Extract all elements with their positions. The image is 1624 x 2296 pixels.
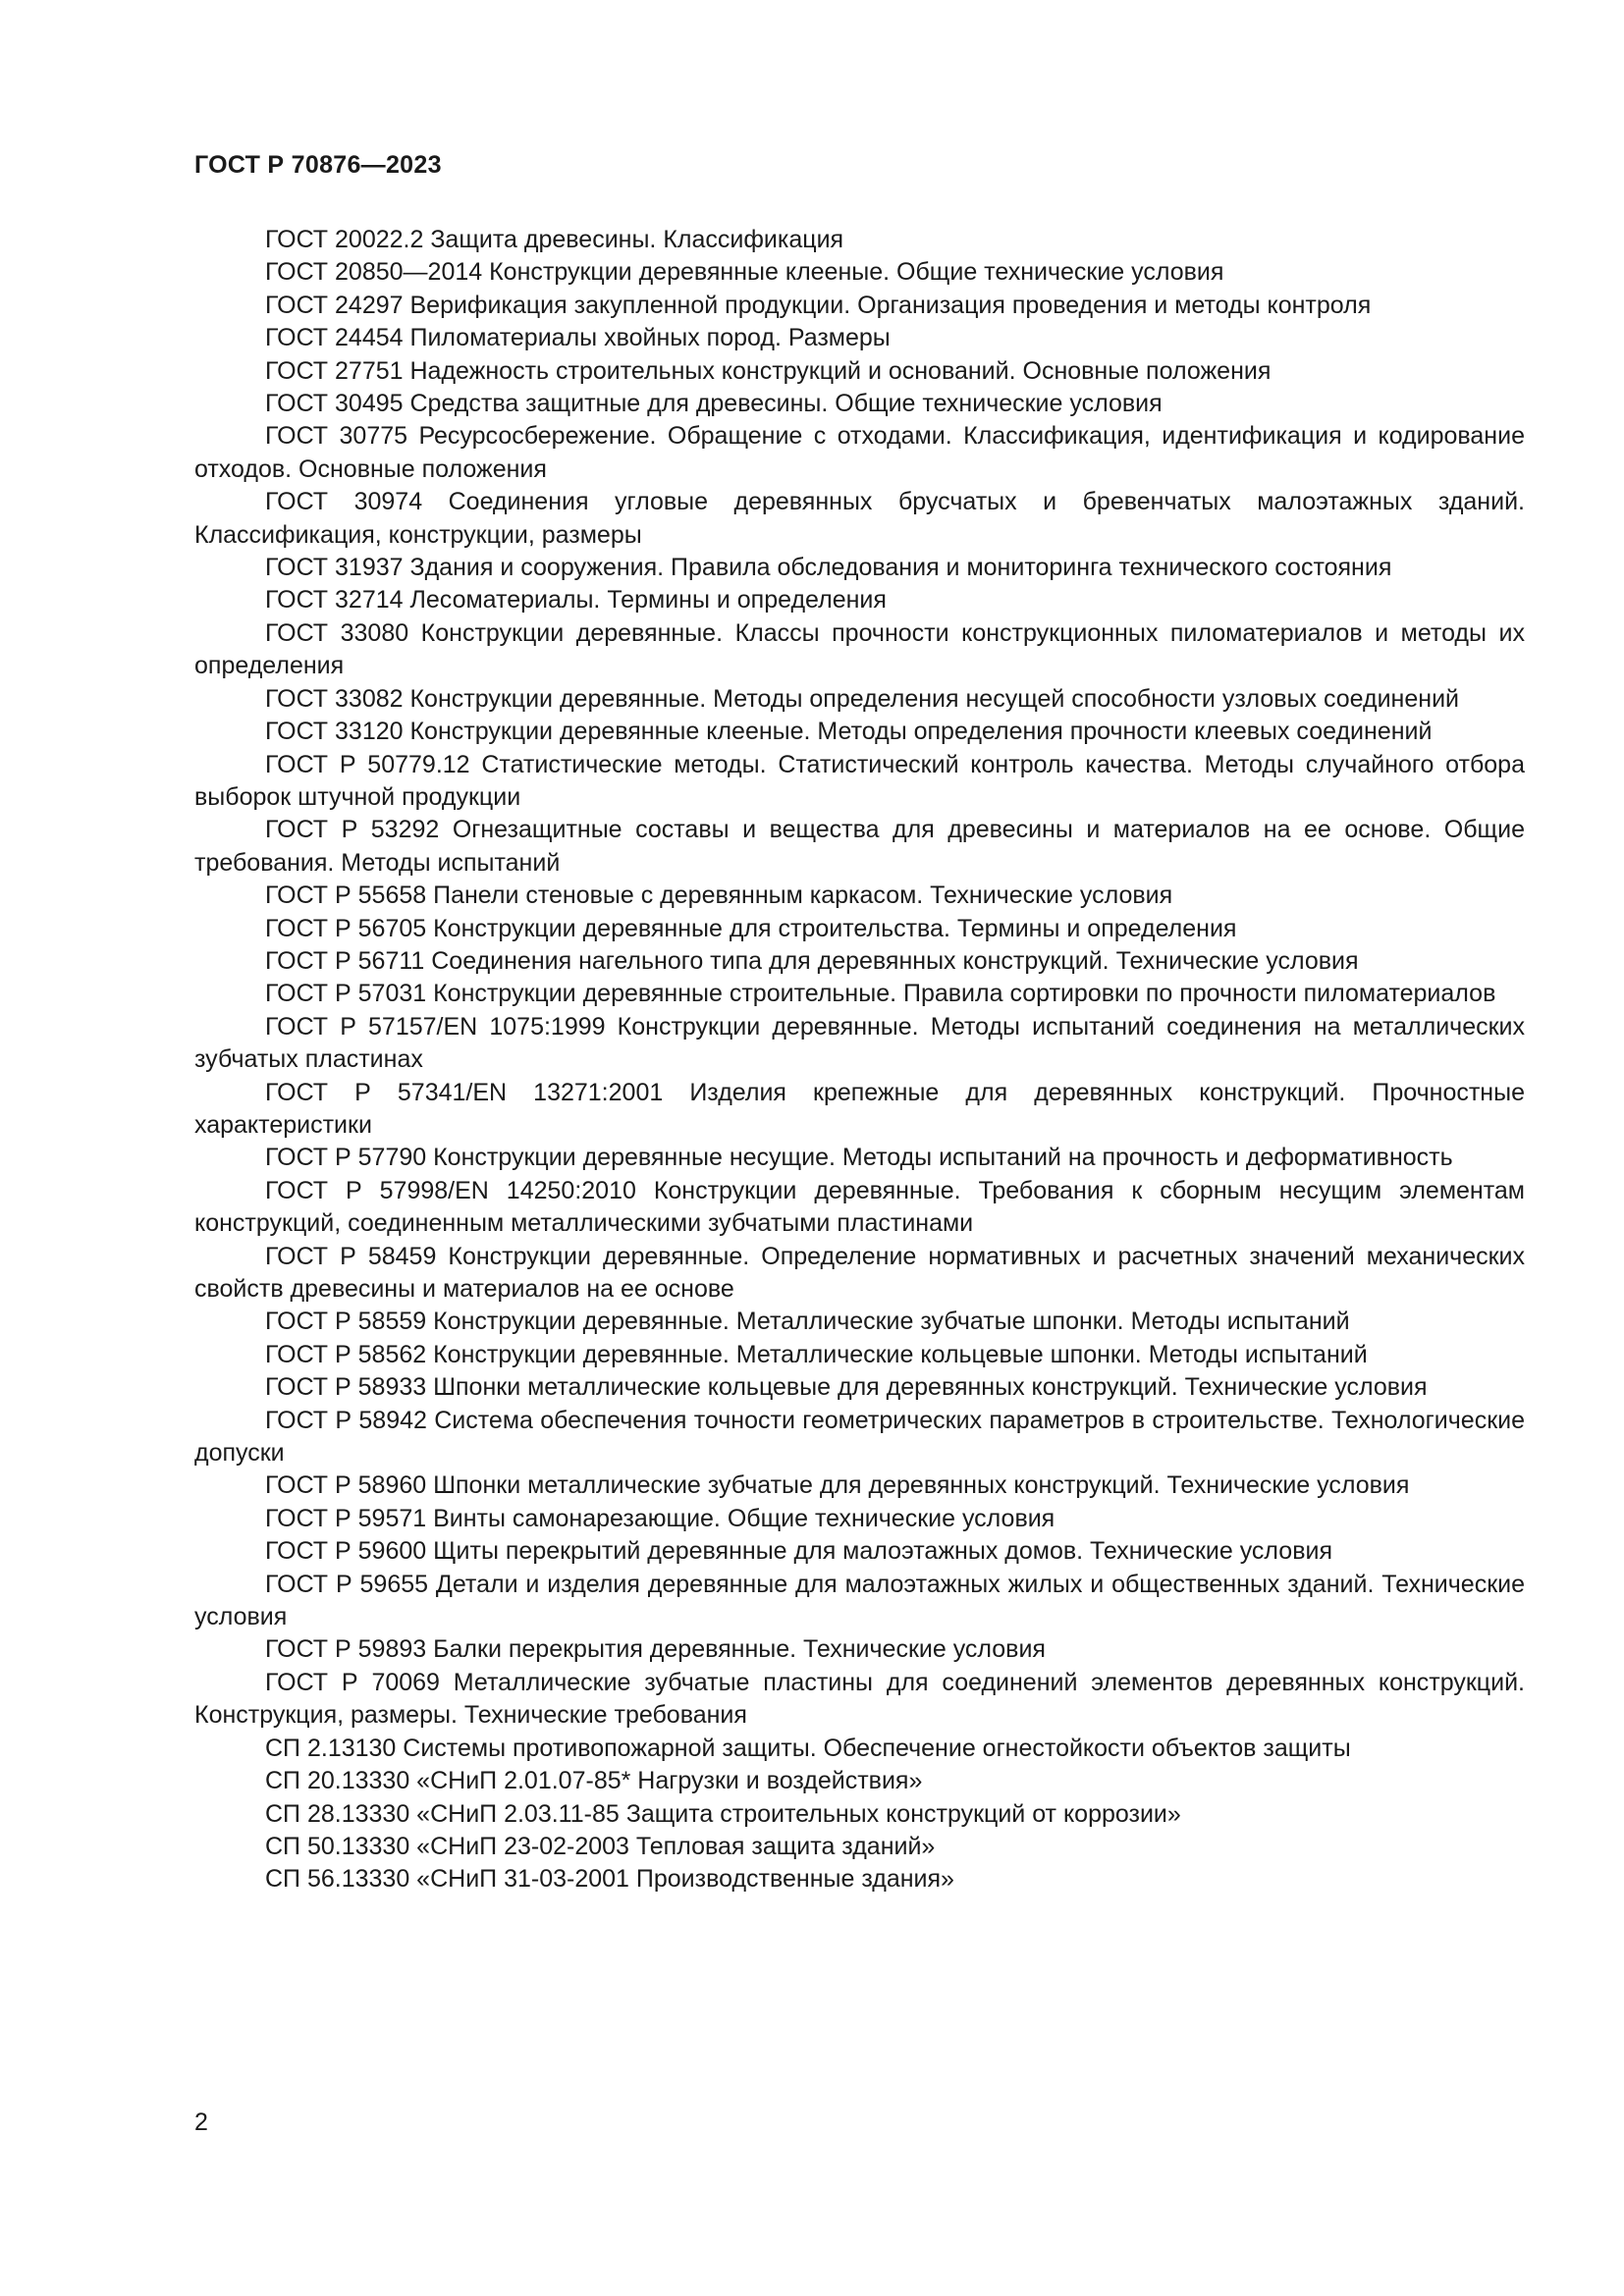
reference-item: ГОСТ Р 57998/EN 14250:2010 Конструкции деревянные. Требования к сборным несущим элементам конструкций, соединенным металлическими зубчатыми пластинами xyxy=(194,1176,1525,1238)
reference-item: ГОСТ Р 55658 Панели стеновые с деревянным каркасом. Технические условия xyxy=(265,881,1173,910)
reference-item: ГОСТ Р 58960 Шпонки металлические зубчатые для деревянных конструкций. Технические условия xyxy=(265,1471,1410,1500)
reference-item: СП 56.13330 «СНиП 31-03-2001 Производственные здания» xyxy=(265,1865,954,1894)
reference-item: ГОСТ Р 57031 Конструкции деревянные строительные. Правила сортировки по прочности пиломатериалов xyxy=(265,980,1496,1008)
reference-item: ГОСТ Р 53292 Огнезащитные составы и вещества для древесины и материалов на ее основе. Общие требования. Методы испытаний xyxy=(194,816,1525,877)
page-number: 2 xyxy=(194,2109,208,2136)
reference-item: ГОСТ 24297 Верификация закупленной продукции. Организация проведения и методы контроля xyxy=(265,291,1372,319)
reference-item: ГОСТ Р 58559 Конструкции деревянные. Металлические зубчатые шпонки. Методы испытаний xyxy=(265,1308,1350,1336)
reference-item: ГОСТ Р 56711 Соединения нагельного типа для деревянных конструкций. Технические условия xyxy=(265,946,1359,975)
reference-item: ГОСТ Р 58562 Конструкции деревянные. Металлические кольцевые шпонки. Методы испытаний xyxy=(265,1340,1368,1368)
reference-item: ГОСТ 27751 Надежность строительных конструкций и оснований. Основные положения xyxy=(265,356,1272,385)
reference-item: ГОСТ Р 58459 Конструкции деревянные. Определение нормативных и расчетных значений механических свойств древесины и материалов на ее основе xyxy=(194,1242,1525,1303)
reference-item: ГОСТ Р 70069 Металлические зубчатые пластины для соединений элементов деревянных конструкций. Конструкция, размеры. Технические требования xyxy=(194,1668,1525,1730)
reference-item: ГОСТ Р 59655 Детали и изделия деревянные для малоэтажных жилых и общественных зданий. Технические условия xyxy=(194,1570,1525,1631)
reference-item: ГОСТ Р 57790 Конструкции деревянные несущие. Методы испытаний на прочность и деформативность xyxy=(265,1144,1453,1172)
reference-item: ГОСТ 32714 Лесоматериалы. Термины и определения xyxy=(265,586,887,614)
reference-item: ГОСТ Р 58942 Система обеспечения точности геометрических параметров в строительстве. Технологические допуски xyxy=(194,1406,1525,1468)
reference-item: ГОСТ 33082 Конструкции деревянные. Методы определения несущей способности узловых соединений xyxy=(265,684,1460,713)
reference-item: СП 50.13330 «СНиП 23-02-2003 Тепловая защита зданий» xyxy=(265,1832,936,1860)
reference-item: СП 2.13130 Системы противопожарной защиты. Обеспечение огнестойкости объектов защиты xyxy=(265,1734,1351,1762)
reference-item: ГОСТ Р 59893 Балки перекрытия деревянные. Технические условия xyxy=(265,1635,1046,1664)
reference-item: ГОСТ Р 57341/EN 13271:2001 Изделия крепежные для деревянных конструкций. Прочностные характеристики xyxy=(194,1078,1525,1139)
reference-item: СП 20.13330 «СНиП 2.01.07-85* Нагрузки и воздействия» xyxy=(265,1767,923,1795)
reference-item: ГОСТ 20022.2 Защита древесины. Классификация xyxy=(265,226,844,253)
reference-item: ГОСТ Р 59600 Щиты перекрытий деревянные для малоэтажных домов. Технические условия xyxy=(265,1537,1332,1566)
reference-item: СП 28.13330 «СНиП 2.03.11-85 Защита строительных конструкций от коррозии» xyxy=(265,1799,1181,1828)
reference-item: ГОСТ 33120 Конструкции деревянные клееные. Методы определения прочности клеевых соединений xyxy=(265,718,1433,746)
reference-item: ГОСТ Р 57157/EN 1075:1999 Конструкции деревянные. Методы испытаний соединения на металлических зубчатых пластинах xyxy=(194,1012,1525,1074)
reference-item: ГОСТ 30495 Средства защитные для древесины. Общие технические условия xyxy=(265,390,1163,418)
reference-item: ГОСТ 30775 Ресурсосбережение. Обращение с отходами. Классификация, идентификация и кодирование отходов. Основные положения xyxy=(194,422,1525,483)
reference-item: ГОСТ Р 58933 Шпонки металлические кольцевые для деревянных конструкций. Технические условия xyxy=(265,1373,1428,1402)
reference-item: ГОСТ 20850—2014 Конструкции деревянные клееные. Общие технические условия xyxy=(265,258,1224,287)
reference-item: ГОСТ Р 59571 Винты самонарезающие. Общие технические условия xyxy=(265,1504,1056,1532)
reference-item: ГОСТ 24454 Пиломатериалы хвойных пород. Размеры xyxy=(265,324,891,352)
reference-item: ГОСТ 30974 Соединения угловые деревянных брусчатых и бревенчатых малоэтажных зданий. Классификация, конструкции, размеры xyxy=(194,488,1525,549)
reference-item: ГОСТ Р 56705 Конструкции деревянные для строительства. Термины и определения xyxy=(265,914,1237,942)
reference-item: ГОСТ 31937 Здания и сооружения. Правила обследования и мониторинга технического состояния xyxy=(265,554,1392,582)
document-code-header: ГОСТ Р 70876—2023 xyxy=(194,151,442,179)
reference-item: ГОСТ 33080 Конструкции деревянные. Классы прочности конструкционных пиломатериалов и методы их определения xyxy=(194,618,1525,680)
reference-item: ГОСТ Р 50779.12 Статистические методы. Статистический контроль качества. Методы случайного отбора выборок штучной продукции xyxy=(194,750,1525,811)
normative-references-list xyxy=(194,224,1525,1896)
